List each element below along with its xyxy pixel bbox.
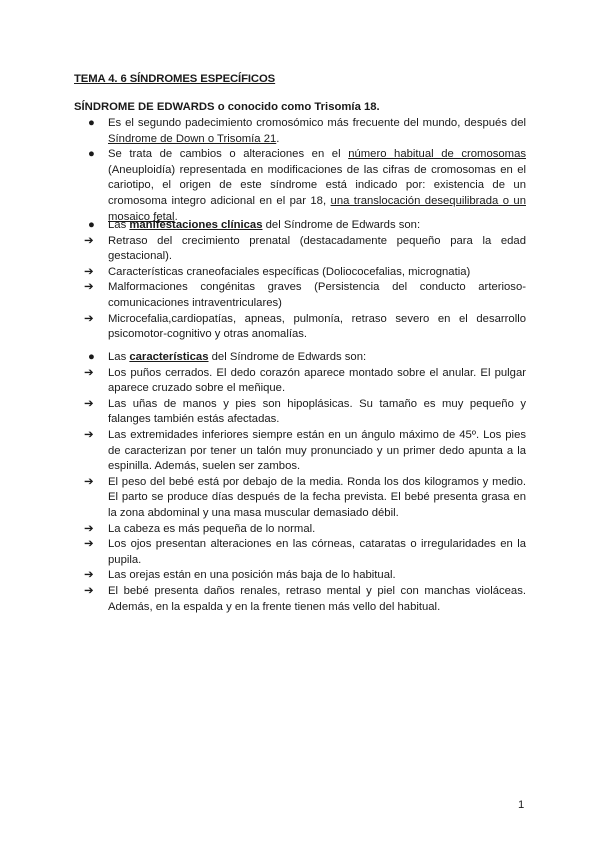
arrow-icon: ➔ <box>84 428 94 441</box>
caracteristica-item-text: Las extremidades inferiores siempre están en un ángulo máximo de 45º. Los pies de caracterizan por tener un talón muy pronunciado y un primer dedo apunta a la espinilla. Además, suelen ser zambos. <box>108 428 526 473</box>
caracteristica-item <box>84 428 526 475</box>
manifestacion-item-text: Malformaciones congénitas graves (Persistencia del conducto arterioso-comunicaciones intraventriculares) <box>108 281 526 309</box>
arrow-icon: ➔ <box>84 312 94 325</box>
intro-block <box>84 116 526 225</box>
section-title: SÍNDROME DE EDWARDS o conocido como Trisomía 18. <box>74 101 380 113</box>
arrow-icon: ➔ <box>84 569 94 582</box>
caracteristica-item <box>84 475 526 522</box>
intro-text-end: . <box>276 132 280 145</box>
down-syndrome-link[interactable]: Síndrome de Down o Trisomía 21 <box>108 132 277 145</box>
intro-text-mid: (Aneuploidía) representada en modificaciones de las cifras de cromosomas en el cariotipo, el origen de este síndrome está indicado por: existencia de un cromosoma integro adicional en el par 18, <box>108 163 526 207</box>
heading-post: del Síndrome de Edwards son: <box>208 351 367 363</box>
arrow-icon: ➔ <box>84 538 94 551</box>
manifestaciones-heading <box>84 218 526 234</box>
arrow-icon: ➔ <box>84 366 94 379</box>
caracteristica-item-text: El bebé presenta daños renales, retraso mental y piel con manchas violáceas. Además, en la espalda y en la frente tienen más vello del habitual. <box>108 584 526 613</box>
caracteristica-item <box>84 522 526 538</box>
bullet-icon: ● <box>88 148 95 161</box>
intro-text-end: . <box>174 210 178 223</box>
arrow-icon: ➔ <box>84 584 94 597</box>
arrow-icon: ➔ <box>84 397 94 410</box>
manifestacion-item <box>84 234 526 265</box>
intro-text: Se trata de cambios o alteraciones en el <box>108 148 349 161</box>
manifestacion-item <box>84 265 526 281</box>
caracteristica-item-text: Los ojos presentan alteraciones en las córneas, cataratas o irregularidades en la pupila. <box>108 538 526 566</box>
manifestaciones-block <box>84 218 526 343</box>
heading-pre: Las <box>108 219 130 231</box>
arrow-icon: ➔ <box>84 234 94 247</box>
caracteristicas-term: características <box>129 351 209 363</box>
bullet-icon: ● <box>88 117 95 129</box>
arrow-icon: ➔ <box>84 475 94 488</box>
arrow-icon: ➔ <box>84 265 94 278</box>
underlined-term: una translocación desequilibrada o un mosaico fetal <box>108 194 526 223</box>
heading-post: del Síndrome de Edwards son: <box>262 219 421 231</box>
manifestaciones-list <box>84 234 526 343</box>
caracteristica-item-text: La cabeza es más pequeña de lo normal. <box>108 522 316 535</box>
caracteristicas-heading <box>84 350 526 366</box>
caracteristicas-block <box>84 350 526 615</box>
caracteristica-item-text: El peso del bebé está por debajo de la media. Ronda los dos kilogramos y medio. El parto se produce días después de la fecha prevista. El bebé presenta grasa en la zona abdominal y una masa muscular demasiado débil. <box>108 475 526 519</box>
intro-bullet-1 <box>84 116 526 147</box>
manifestacion-item-text: Microcefalia,cardiopatías, apneas, pulmonía, retraso severo en el desarrollo psicomotor-cognitivo y otras anomalías. <box>108 312 526 341</box>
manifestacion-item-text: Retraso del crecimiento prenatal (destacadamente pequeño para la edad gestacional). <box>108 234 526 263</box>
caracteristica-item <box>84 584 526 615</box>
topic-heading: TEMA 4. 6 SÍNDROMES ESPECÍFICOS <box>74 73 276 85</box>
manifestacion-item <box>84 280 526 311</box>
caracteristica-item <box>84 366 526 397</box>
caracteristica-item <box>84 537 526 568</box>
arrow-icon: ➔ <box>84 522 94 535</box>
underlined-term: número habitual de cromosomas <box>348 148 526 161</box>
bullet-icon: ● <box>88 219 95 231</box>
heading-pre: Las <box>108 351 130 363</box>
caracteristica-item <box>84 397 526 428</box>
manifestacion-item-text: Características craneofaciales específicas (Doliococefalias, micrognatia) <box>108 265 471 278</box>
caracteristicas-list <box>84 366 526 616</box>
page-number: 1 <box>518 799 525 811</box>
intro-text: Es el segundo padecimiento cromosómico más frecuente del mundo, después del <box>108 117 526 129</box>
caracteristica-item <box>84 568 526 584</box>
caracteristica-item-text: Las uñas de manos y pies son hipoplásicas. Su tamaño es muy pequeño y falanges también estás afectadas. <box>108 397 526 426</box>
arrow-icon: ➔ <box>84 281 94 294</box>
caracteristica-item-text: Los puños cerrados. El dedo corazón aparece montado sobre el anular. El pulgar aparece cruzado sobre el meñique. <box>108 366 526 395</box>
manifestaciones-term: manifestaciones clínicas <box>129 219 263 231</box>
intro-bullet-2 <box>84 147 526 225</box>
caracteristica-item-text: Las orejas están en una posición más baja de lo habitual. <box>108 569 396 582</box>
bullet-icon: ● <box>88 351 95 363</box>
manifestacion-item <box>84 312 526 343</box>
